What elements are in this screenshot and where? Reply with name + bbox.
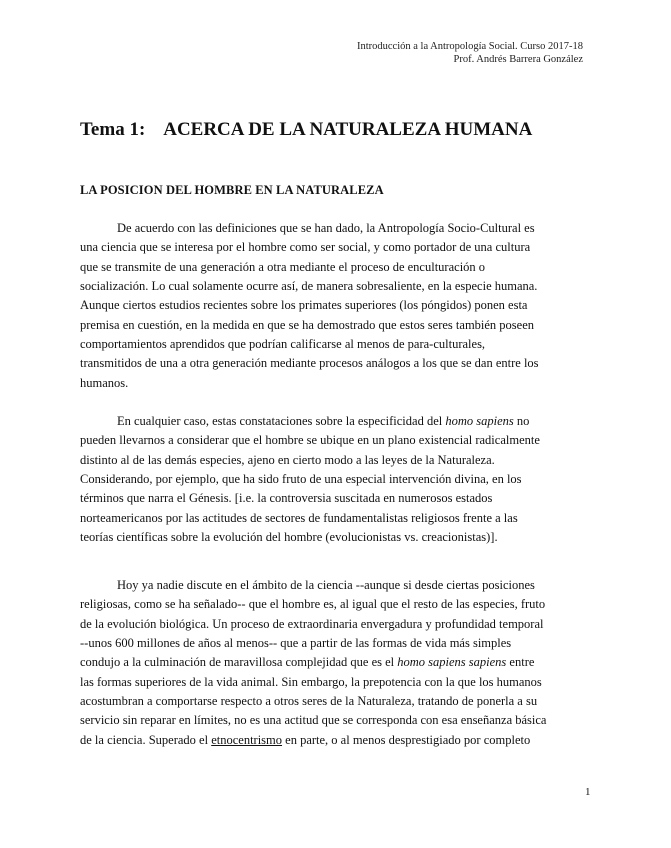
chapter-title: Tema 1: ACERCA DE LA NATURALEZA HUMANA [80, 119, 533, 140]
text-segment: entre [506, 655, 535, 670]
text-line: acostumbran a comportarse respecto a otros seres de la Naturaleza, tratando de ponerla a su [80, 694, 538, 709]
paragraph-3 [80, 576, 592, 750]
header-professor: Prof. Andrés Barrera González [453, 54, 583, 65]
header-course: Introducción a la Antropología Social. Curso 2017-18 [356, 41, 583, 52]
text-line [80, 731, 592, 750]
text-line: premisa en cuestión, en la medida en que se ha demostrado que estos seres también poseen [80, 317, 535, 332]
text-line: que se transmite de una generación a otra mediante el proceso de enculturación o [80, 259, 486, 274]
text-line: términos que narra el Génesis. [i.e. la controversia suscitada en numerosos estados [80, 491, 493, 506]
text-line: de la evolución biológica. Un proceso de extraordinaria envergadura y profundidad temporal [80, 616, 544, 631]
text-line: --unos 600 millones de años al menos-- que a partir de las formas de vida más simples [80, 636, 512, 651]
text-line [80, 412, 592, 431]
page-number: 1 [585, 786, 591, 798]
text-segment: En cualquier caso, estas constataciones sobre la especificidad del [117, 414, 446, 428]
text-line: religiosas, como se ha señalado-- que el hombre es, al igual que el resto de las especies, fruto [80, 597, 546, 612]
text-line: socialización. Lo cual solamente ocurre así, de manera sobresaliente, en la especie humana. [80, 279, 538, 294]
text-line: De acuerdo con las definiciones que se han dado, la Antropología Socio-Cultural es [117, 221, 535, 235]
text-line: transmitidos de una a otra generación mediante procesos análogos a los que se dan entre los [80, 356, 539, 371]
text-line: una ciencia que se interesa por el hombre como ser social, y como portador de una cultura [80, 240, 531, 255]
section-heading: LA POSICION DEL HOMBRE EN LA NATURALEZA [80, 183, 384, 197]
paragraph-1 [80, 219, 592, 393]
text-line: humanos. [80, 375, 129, 390]
text-line: distinto al de las demás especies, ajeno en cierto modo a las leyes de la Naturaleza. [80, 452, 495, 467]
text-segment: condujo a la culminación de maravillosa complejidad que es el [80, 655, 398, 670]
text-segment: no [513, 414, 530, 428]
text-segment: de la ciencia. Superado el [80, 732, 212, 747]
text-line: servicio sin reparar en límites, no es una actitud que se corresponda con esa enseñanza básica [80, 713, 547, 728]
text-line: teorías científicas sobre la evolución del hombre (evolucionistas vs. creacionistas)]. [80, 530, 498, 545]
text-line: Aunque ciertos estudios recientes sobre los primates superiores (los póngidos) ponen esta [80, 298, 528, 313]
text-line: comportamientos aprendidos que podrían calificarse al menos de para-culturales, [80, 337, 486, 352]
text-segment: en parte, o al menos desprestigiado por completo [282, 732, 531, 747]
text-line: Hoy ya nadie discute en el ámbito de la ciencia --aunque si desde ciertas posiciones [117, 578, 535, 592]
text-line [80, 653, 592, 672]
text-line: pueden llevarnos a considerar que el hombre se ubique en un plano existencial radicalmente [80, 433, 540, 448]
paragraph-2 [80, 412, 592, 547]
italic-term: homo sapiens [445, 414, 514, 428]
text-line: norteamericanos por las actitudes de sectores de fundamentalistas religiosos frente a las [80, 510, 518, 525]
italic-term: homo sapiens sapiens [397, 655, 507, 670]
etnocentrismo-link[interactable]: etnocentrismo [211, 732, 283, 747]
page-header [357, 40, 583, 66]
text-line: las formas superiores de la vida animal. Sin embargo, la prepotencia con la que los humanos [80, 674, 542, 689]
text-line: Considerando, por ejemplo, que ha sido fruto de una especial intervención divina, en los [80, 472, 522, 487]
